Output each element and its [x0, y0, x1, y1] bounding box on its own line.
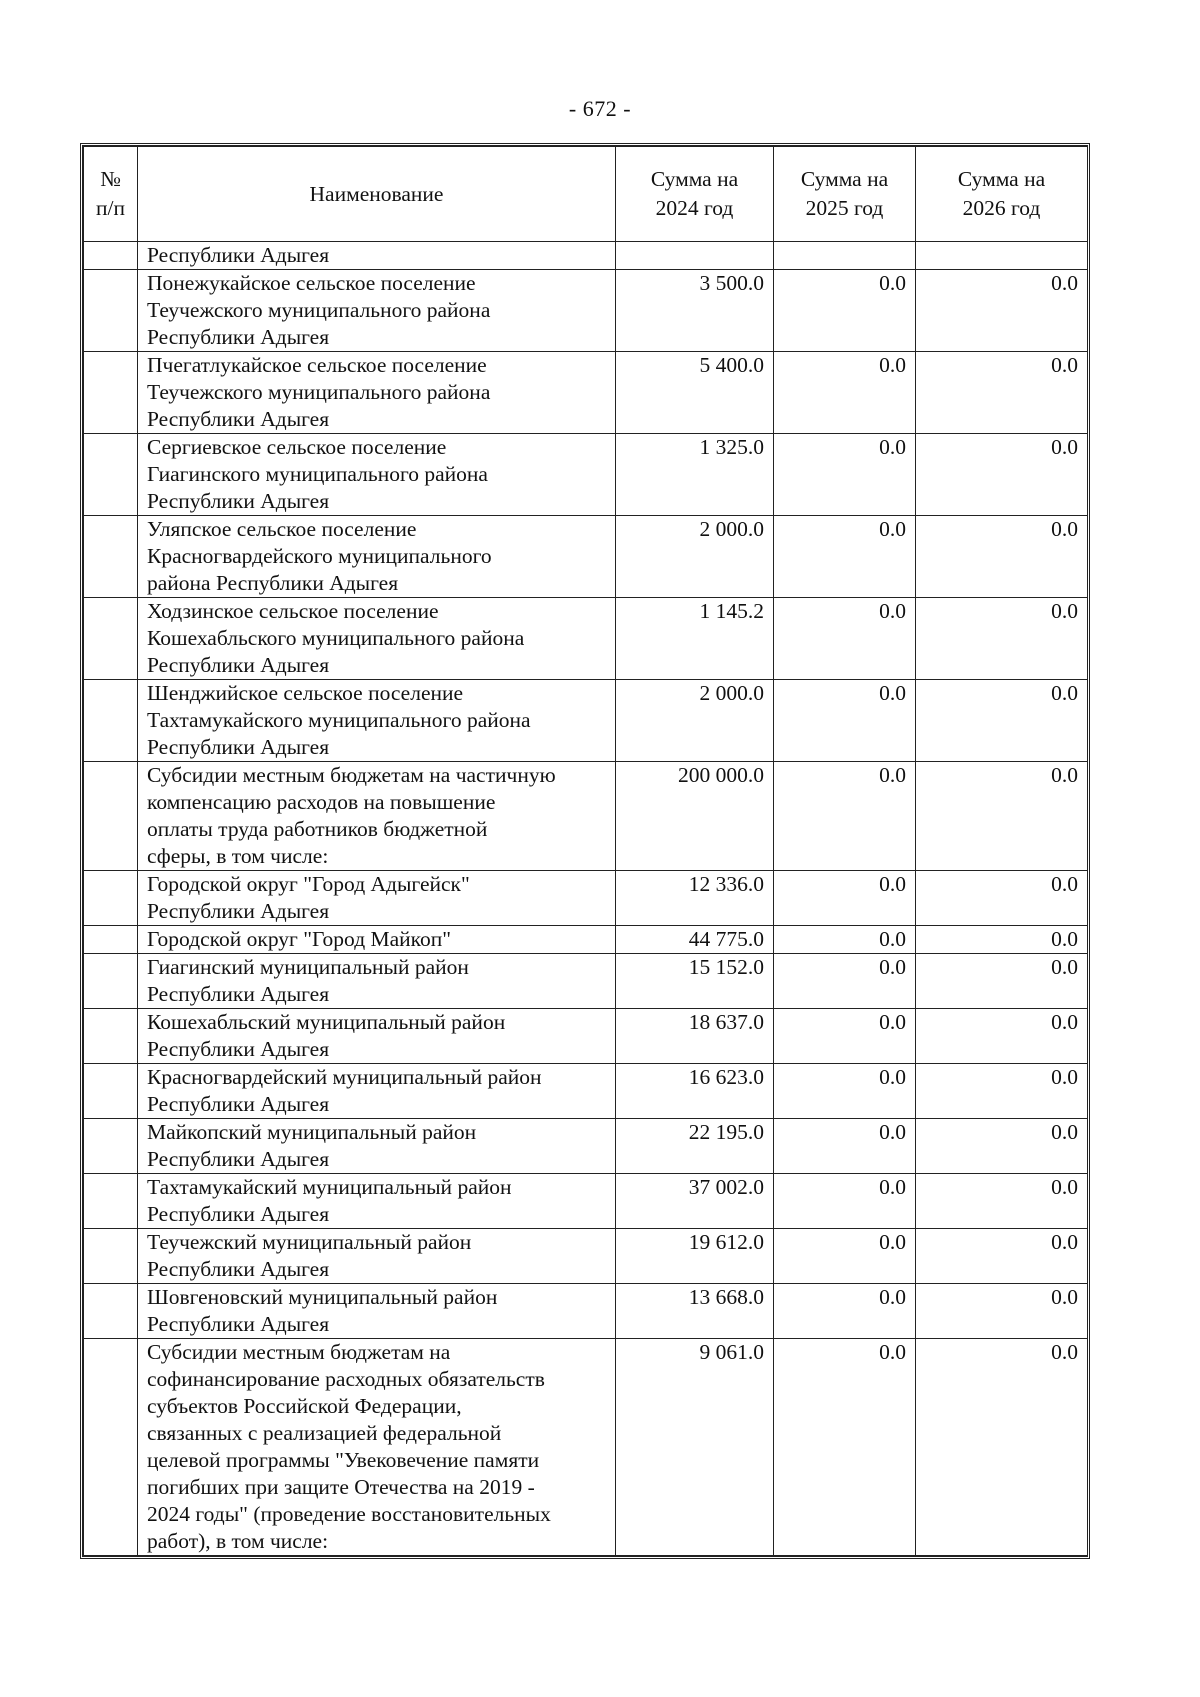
row-sum-2026: 0.0: [916, 1229, 1088, 1284]
row-name: Городской округ "Город Майкоп": [138, 926, 616, 954]
row-index: [84, 954, 138, 1009]
row-name: Субсидии местным бюджетам на частичную компенсацию расходов на повышение оплаты труда работников бюджетной сферы, в том числе:: [138, 762, 616, 871]
table-row: [84, 954, 1088, 1009]
row-sum-2025: 0.0: [774, 1339, 916, 1556]
row-name: Тахтамукайский муниципальный район Республики Адыгея: [138, 1174, 616, 1229]
header-index: № п/п: [84, 147, 138, 242]
row-name: Гиагинский муниципальный район Республики Адыгея: [138, 954, 616, 1009]
row-sum-2025: 0.0: [774, 1119, 916, 1174]
table-row: [84, 1284, 1088, 1339]
row-sum-2025: 0.0: [774, 1174, 916, 1229]
row-sum-2024: 12 336.0: [616, 871, 774, 926]
table-row: [84, 871, 1088, 926]
header-sum-2025: Сумма на 2025 год: [774, 147, 916, 242]
row-sum-2024: 3 500.0: [616, 270, 774, 352]
row-name: Уляпское сельское поселение Красногвардейского муниципального района Республики Адыгея: [138, 516, 616, 598]
row-sum-2025: 0.0: [774, 1284, 916, 1339]
table-row: [84, 1064, 1088, 1119]
row-name: Шовгеновский муниципальный район Республики Адыгея: [138, 1284, 616, 1339]
row-sum-2026: 0.0: [916, 954, 1088, 1009]
row-index: [84, 762, 138, 871]
row-sum-2025: 0.0: [774, 598, 916, 680]
row-sum-2026: 0.0: [916, 926, 1088, 954]
row-sum-2024: 13 668.0: [616, 1284, 774, 1339]
row-index: [84, 871, 138, 926]
header-name: Наименование: [138, 147, 616, 242]
table-row: [84, 926, 1088, 954]
row-sum-2025: 0.0: [774, 871, 916, 926]
row-sum-2026: 0.0: [916, 762, 1088, 871]
row-sum-2025: 0.0: [774, 434, 916, 516]
table-row: [84, 1009, 1088, 1064]
table-row: [84, 1339, 1088, 1556]
table-row: [84, 352, 1088, 434]
row-index: [84, 926, 138, 954]
row-index: [84, 1284, 138, 1339]
row-sum-2026: 0.0: [916, 680, 1088, 762]
row-index: [84, 1229, 138, 1284]
table-row: [84, 434, 1088, 516]
row-index: [84, 1009, 138, 1064]
row-sum-2026: 0.0: [916, 871, 1088, 926]
row-sum-2025: 0.0: [774, 1229, 916, 1284]
row-sum-2024: 15 152.0: [616, 954, 774, 1009]
row-name: Шенджийское сельское поселение Тахтамукайского муниципального района Республики Адыгея: [138, 680, 616, 762]
row-sum-2024: 37 002.0: [616, 1174, 774, 1229]
row-sum-2026: 0.0: [916, 1009, 1088, 1064]
row-name: Кошехабльский муниципальный район Республики Адыгея: [138, 1009, 616, 1064]
row-index: [84, 1174, 138, 1229]
row-sum-2024: [616, 242, 774, 270]
row-name: Ходзинское сельское поселение Кошехабльского муниципального района Республики Адыгея: [138, 598, 616, 680]
row-name: Субсидии местным бюджетам на софинансирование расходных обязательств субъектов Российской Федерации, связанных с реализацией федеральной целевой программы "Увековечение памяти погибших при защите Отечества на 2019 - 2024 годы" (проведение восстановительных работ), в том числе:: [138, 1339, 616, 1556]
row-sum-2024: 19 612.0: [616, 1229, 774, 1284]
row-sum-2024: 18 637.0: [616, 1009, 774, 1064]
row-sum-2026: 0.0: [916, 1174, 1088, 1229]
row-sum-2026: [916, 242, 1088, 270]
page-number: - 672 -: [568, 96, 632, 121]
row-sum-2024: 1 325.0: [616, 434, 774, 516]
row-name: Республики Адыгея: [138, 242, 616, 270]
row-index: [84, 516, 138, 598]
row-sum-2024: 1 145.2: [616, 598, 774, 680]
row-sum-2025: 0.0: [774, 680, 916, 762]
row-sum-2026: 0.0: [916, 516, 1088, 598]
row-name: Теучежский муниципальный район Республики Адыгея: [138, 1229, 616, 1284]
row-sum-2025: 0.0: [774, 1009, 916, 1064]
row-name: Майкопский муниципальный район Республики Адыгея: [138, 1119, 616, 1174]
table-row: [84, 270, 1088, 352]
table-row: [84, 598, 1088, 680]
row-sum-2024: 200 000.0: [616, 762, 774, 871]
row-sum-2024: 16 623.0: [616, 1064, 774, 1119]
table-row: [84, 1174, 1088, 1229]
row-sum-2024: 5 400.0: [616, 352, 774, 434]
row-sum-2026: 0.0: [916, 1339, 1088, 1556]
row-index: [84, 680, 138, 762]
row-sum-2024: 2 000.0: [616, 680, 774, 762]
budget-table: [83, 146, 1088, 1556]
row-sum-2025: [774, 242, 916, 270]
row-sum-2025: 0.0: [774, 516, 916, 598]
table-row: [84, 242, 1088, 270]
row-sum-2026: 0.0: [916, 352, 1088, 434]
row-sum-2026: 0.0: [916, 598, 1088, 680]
row-sum-2024: 9 061.0: [616, 1339, 774, 1556]
row-index: [84, 242, 138, 270]
row-index: [84, 270, 138, 352]
budget-table-frame: [80, 143, 1090, 1559]
row-index: [84, 1119, 138, 1174]
table-body: [84, 242, 1088, 1556]
row-sum-2025: 0.0: [774, 954, 916, 1009]
row-sum-2024: 2 000.0: [616, 516, 774, 598]
row-sum-2025: 0.0: [774, 270, 916, 352]
row-name: Понежукайское сельское поселение Теучежского муниципального района Республики Адыгея: [138, 270, 616, 352]
row-index: [84, 352, 138, 434]
table-row: [84, 1229, 1088, 1284]
row-sum-2026: 0.0: [916, 1119, 1088, 1174]
table-header-row: [84, 147, 1088, 242]
row-index: [84, 434, 138, 516]
row-name: Городской округ "Город Адыгейск" Республики Адыгея: [138, 871, 616, 926]
row-sum-2026: 0.0: [916, 434, 1088, 516]
row-sum-2026: 0.0: [916, 1284, 1088, 1339]
table-row: [84, 762, 1088, 871]
row-sum-2026: 0.0: [916, 270, 1088, 352]
row-name: Пчегатлукайское сельское поселение Теучежского муниципального района Республики Адыгея: [138, 352, 616, 434]
table-row: [84, 1119, 1088, 1174]
table-row: [84, 516, 1088, 598]
row-sum-2025: 0.0: [774, 352, 916, 434]
row-sum-2025: 0.0: [774, 1064, 916, 1119]
row-index: [84, 1339, 138, 1556]
row-index: [84, 1064, 138, 1119]
row-sum-2025: 0.0: [774, 926, 916, 954]
row-index: [84, 598, 138, 680]
row-sum-2025: 0.0: [774, 762, 916, 871]
row-sum-2026: 0.0: [916, 1064, 1088, 1119]
row-name: Красногвардейский муниципальный район Республики Адыгея: [138, 1064, 616, 1119]
row-sum-2024: 22 195.0: [616, 1119, 774, 1174]
row-name: Сергиевское сельское поселение Гиагинского муниципального района Республики Адыгея: [138, 434, 616, 516]
table-row: [84, 680, 1088, 762]
row-sum-2024: 44 775.0: [616, 926, 774, 954]
header-sum-2026: Сумма на 2026 год: [916, 147, 1088, 242]
header-sum-2024: Сумма на 2024 год: [616, 147, 774, 242]
